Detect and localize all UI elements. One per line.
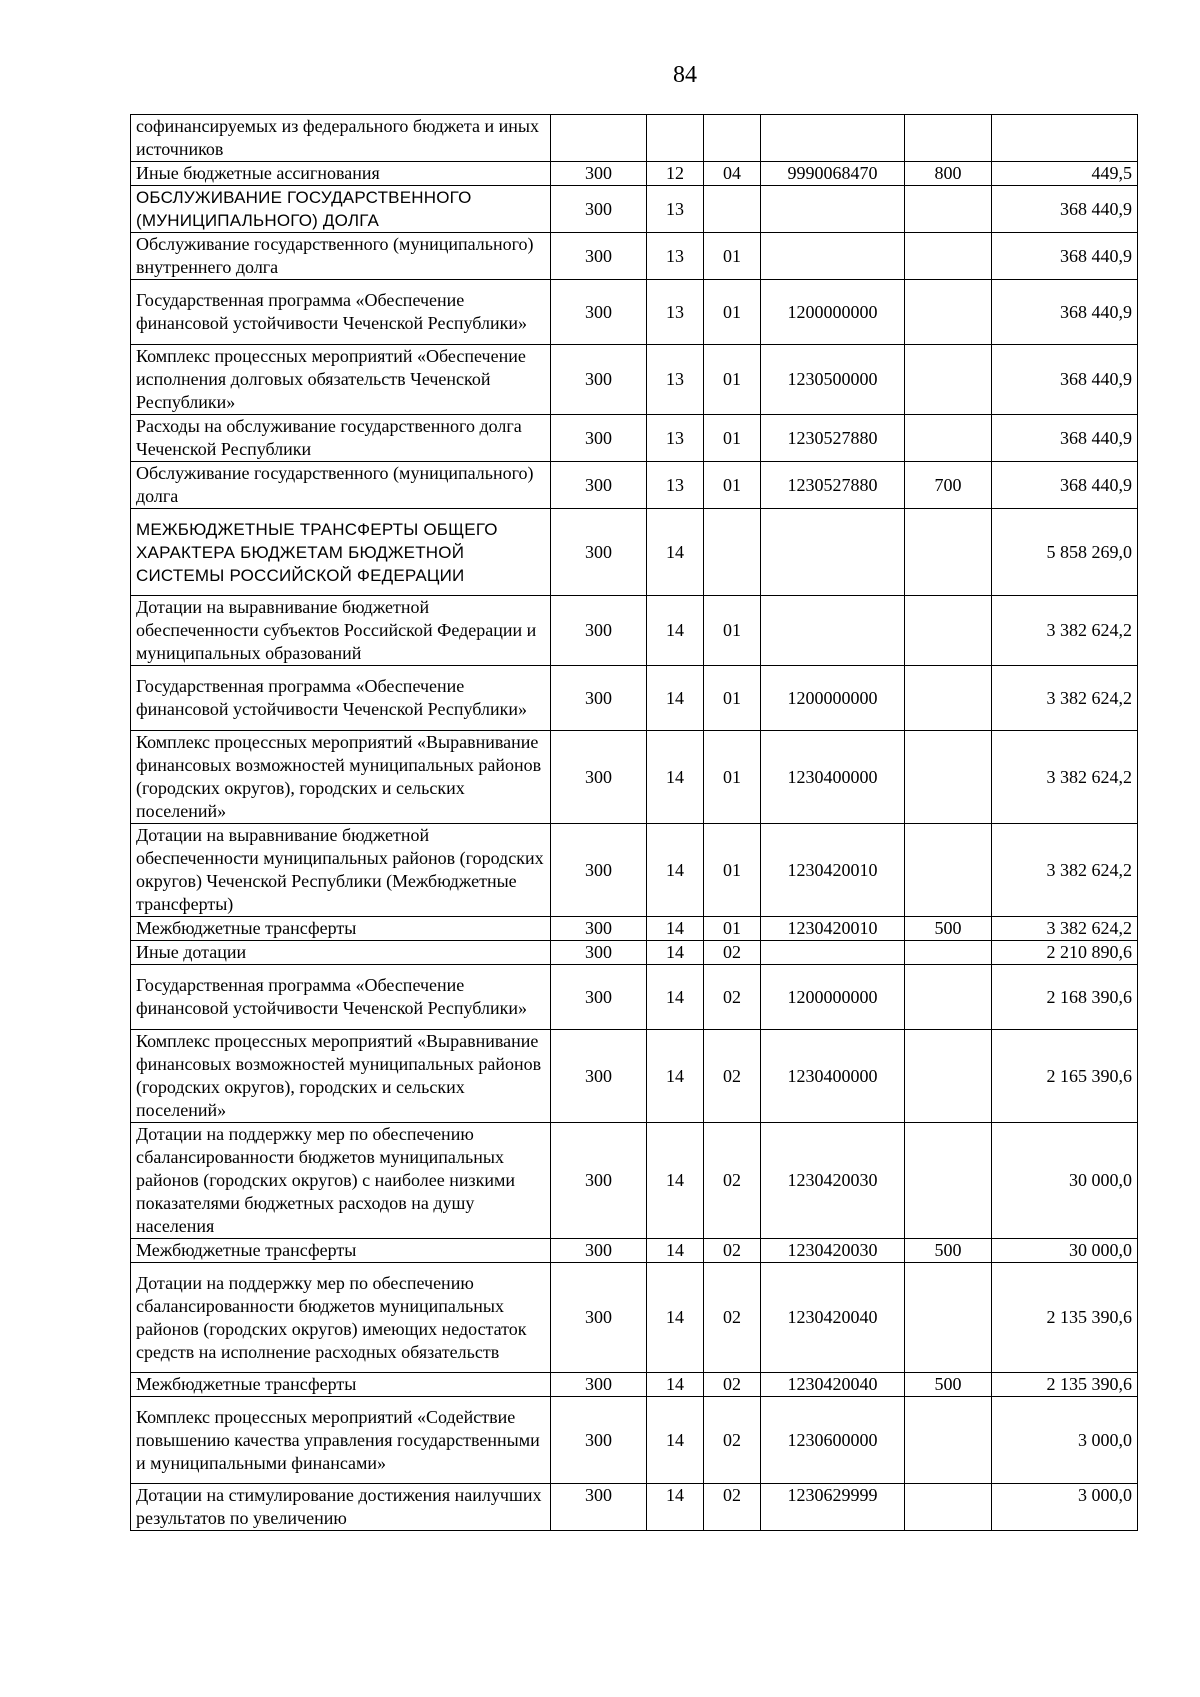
- cell-name: Комплекс процессных мероприятий «Содействие повышению качества управления государственными и муниципальными финансами»: [131, 1397, 551, 1484]
- cell-csr: 1230600000: [761, 1397, 905, 1484]
- cell-name: Иные дотации: [131, 941, 551, 965]
- cell-name: Дотации на выравнивание бюджетной обеспеченности муниципальных районов (городских округов) Чеченской Республики (Межбюджетные трансферты): [131, 824, 551, 917]
- cell-sum: 3 000,0: [992, 1397, 1138, 1484]
- cell-vr: 500: [905, 917, 992, 941]
- cell-gr: 300: [551, 596, 647, 666]
- cell-vr: [905, 1030, 992, 1123]
- cell-sum: 368 440,9: [992, 415, 1138, 462]
- cell-csr: [761, 509, 905, 596]
- cell-pr: 01: [704, 415, 761, 462]
- table-row: [131, 415, 1138, 462]
- cell-vr: [905, 415, 992, 462]
- table-row: [131, 1239, 1138, 1263]
- cell-name: Дотации на поддержку мер по обеспечению сбалансированности бюджетов муниципальных районов (городских округов) имеющих недостаток средств на исполнение расходных обязательств: [131, 1263, 551, 1373]
- cell-vr: [905, 824, 992, 917]
- table-row: [131, 162, 1138, 186]
- budget-table: [130, 114, 1138, 1531]
- cell-gr: 300: [551, 462, 647, 509]
- cell-csr: 1230400000: [761, 1030, 905, 1123]
- cell-sum: 2 168 390,6: [992, 965, 1138, 1030]
- cell-gr: 300: [551, 345, 647, 415]
- cell-name: Межбюджетные трансферты: [131, 1373, 551, 1397]
- cell-sum: 30 000,0: [992, 1239, 1138, 1263]
- table-row: [131, 917, 1138, 941]
- cell-sum: 2 135 390,6: [992, 1263, 1138, 1373]
- cell-csr: 1230420030: [761, 1239, 905, 1263]
- cell-sum: 3 382 624,2: [992, 666, 1138, 731]
- cell-sum: 368 440,9: [992, 462, 1138, 509]
- cell-rz: 14: [647, 596, 704, 666]
- cell-csr: [761, 186, 905, 233]
- cell-csr: 1230629999: [761, 1484, 905, 1531]
- cell-csr: [761, 941, 905, 965]
- cell-gr: 300: [551, 280, 647, 345]
- cell-vr: [905, 186, 992, 233]
- cell-sum: 3 382 624,2: [992, 731, 1138, 824]
- cell-sum: 368 440,9: [992, 186, 1138, 233]
- table-row: [131, 731, 1138, 824]
- cell-rz: 13: [647, 415, 704, 462]
- cell-rz: 12: [647, 162, 704, 186]
- table-row: [131, 115, 1138, 162]
- table-row: [131, 1397, 1138, 1484]
- cell-pr: 01: [704, 233, 761, 280]
- cell-name: Комплекс процессных мероприятий «Обеспечение исполнения долговых обязательств Чеченской Республики»: [131, 345, 551, 415]
- cell-vr: [905, 941, 992, 965]
- cell-name: Межбюджетные трансферты: [131, 917, 551, 941]
- cell-gr: 300: [551, 917, 647, 941]
- cell-name: Государственная программа «Обеспечение финансовой устойчивости Чеченской Республики»: [131, 965, 551, 1030]
- cell-name: Дотации на выравнивание бюджетной обеспеченности субъектов Российской Федерации и муниципальных образований: [131, 596, 551, 666]
- table-row: [131, 1373, 1138, 1397]
- cell-rz: 14: [647, 1373, 704, 1397]
- cell-gr: 300: [551, 824, 647, 917]
- cell-gr: 300: [551, 941, 647, 965]
- cell-csr: 1230420040: [761, 1263, 905, 1373]
- table-row: [131, 462, 1138, 509]
- table-row: [131, 941, 1138, 965]
- cell-name: Обслуживание государственного (муниципального) внутреннего долга: [131, 233, 551, 280]
- cell-vr: [905, 280, 992, 345]
- table-row: [131, 824, 1138, 917]
- table-row: [131, 666, 1138, 731]
- cell-vr: [905, 731, 992, 824]
- cell-name: МЕЖБЮДЖЕТНЫЕ ТРАНСФЕРТЫ ОБЩЕГО ХАРАКТЕРА БЮДЖЕТАМ БЮДЖЕТНОЙ СИСТЕМЫ РОССИЙСКОЙ ФЕДЕРАЦИИ: [131, 509, 551, 596]
- cell-vr: [905, 1484, 992, 1531]
- cell-sum: 368 440,9: [992, 345, 1138, 415]
- cell-gr: 300: [551, 162, 647, 186]
- cell-pr: 02: [704, 1123, 761, 1239]
- cell-pr: 02: [704, 941, 761, 965]
- cell-name: Расходы на обслуживание государственного долга Чеченской Республики: [131, 415, 551, 462]
- cell-pr: 01: [704, 666, 761, 731]
- cell-gr: 300: [551, 233, 647, 280]
- cell-rz: 14: [647, 1030, 704, 1123]
- cell-rz: 13: [647, 345, 704, 415]
- cell-sum: [992, 115, 1138, 162]
- cell-rz: 14: [647, 1239, 704, 1263]
- cell-rz: 13: [647, 280, 704, 345]
- cell-csr: 9990068470: [761, 162, 905, 186]
- cell-name: Дотации на поддержку мер по обеспечению сбалансированности бюджетов муниципальных районов (городских округов) с наиболее низкими показателями бюджетных расходов на душу населения: [131, 1123, 551, 1239]
- cell-name: Дотации на стимулирование достижения наилучших результатов по увеличению: [131, 1484, 551, 1531]
- cell-csr: 1230527880: [761, 462, 905, 509]
- cell-gr: 300: [551, 1123, 647, 1239]
- cell-pr: 01: [704, 462, 761, 509]
- cell-rz: 14: [647, 731, 704, 824]
- cell-gr: 300: [551, 186, 647, 233]
- cell-csr: 1200000000: [761, 965, 905, 1030]
- cell-rz: 14: [647, 1263, 704, 1373]
- cell-rz: 14: [647, 965, 704, 1030]
- cell-pr: 01: [704, 731, 761, 824]
- cell-csr: [761, 115, 905, 162]
- cell-rz: 14: [647, 666, 704, 731]
- cell-pr: 02: [704, 1373, 761, 1397]
- cell-rz: 14: [647, 509, 704, 596]
- cell-vr: [905, 1397, 992, 1484]
- cell-rz: 14: [647, 941, 704, 965]
- table-row: [131, 1263, 1138, 1373]
- cell-sum: 2 135 390,6: [992, 1373, 1138, 1397]
- cell-name: Межбюджетные трансферты: [131, 1239, 551, 1263]
- cell-gr: 300: [551, 415, 647, 462]
- cell-rz: 14: [647, 1397, 704, 1484]
- table-row: [131, 345, 1138, 415]
- cell-csr: 1230420010: [761, 917, 905, 941]
- cell-vr: [905, 1263, 992, 1373]
- cell-sum: 3 382 624,2: [992, 596, 1138, 666]
- cell-csr: 1230500000: [761, 345, 905, 415]
- cell-vr: [905, 115, 992, 162]
- cell-csr: 1230400000: [761, 731, 905, 824]
- cell-vr: [905, 345, 992, 415]
- cell-rz: 14: [647, 824, 704, 917]
- cell-vr: [905, 666, 992, 731]
- cell-sum: 2 210 890,6: [992, 941, 1138, 965]
- cell-csr: 1230420010: [761, 824, 905, 917]
- cell-name: Обслуживание государственного (муниципального) долга: [131, 462, 551, 509]
- cell-sum: 3 382 624,2: [992, 824, 1138, 917]
- cell-vr: [905, 233, 992, 280]
- cell-csr: 1200000000: [761, 280, 905, 345]
- table-row: [131, 233, 1138, 280]
- cell-rz: 13: [647, 186, 704, 233]
- table-row: [131, 965, 1138, 1030]
- cell-sum: 30 000,0: [992, 1123, 1138, 1239]
- cell-csr: 1200000000: [761, 666, 905, 731]
- table-row: [131, 509, 1138, 596]
- cell-csr: 1230420030: [761, 1123, 905, 1239]
- cell-csr: [761, 233, 905, 280]
- cell-name: Комплекс процессных мероприятий «Выравнивание финансовых возможностей муниципальных районов (городских округов), городских и сельских поселений»: [131, 731, 551, 824]
- cell-pr: [704, 186, 761, 233]
- cell-name: ОБСЛУЖИВАНИЕ ГОСУДАРСТВЕННОГО (МУНИЦИПАЛЬНОГО) ДОЛГА: [131, 186, 551, 233]
- cell-sum: 368 440,9: [992, 233, 1138, 280]
- cell-csr: 1230420040: [761, 1373, 905, 1397]
- cell-name: Комплекс процессных мероприятий «Выравнивание финансовых возможностей муниципальных районов (городских округов), городских и сельских поселений»: [131, 1030, 551, 1123]
- cell-rz: [647, 115, 704, 162]
- cell-rz: 13: [647, 462, 704, 509]
- cell-pr: [704, 509, 761, 596]
- table-body: [131, 115, 1138, 1531]
- cell-gr: 300: [551, 666, 647, 731]
- cell-gr: 300: [551, 1484, 647, 1531]
- cell-vr: 800: [905, 162, 992, 186]
- table-row: [131, 596, 1138, 666]
- cell-sum: 2 165 390,6: [992, 1030, 1138, 1123]
- cell-vr: 500: [905, 1239, 992, 1263]
- cell-gr: 300: [551, 1239, 647, 1263]
- cell-gr: 300: [551, 1373, 647, 1397]
- cell-sum: 449,5: [992, 162, 1138, 186]
- cell-vr: [905, 509, 992, 596]
- cell-pr: 01: [704, 917, 761, 941]
- cell-name: Государственная программа «Обеспечение финансовой устойчивости Чеченской Республики»: [131, 280, 551, 345]
- cell-rz: 14: [647, 917, 704, 941]
- cell-pr: 04: [704, 162, 761, 186]
- cell-pr: 01: [704, 345, 761, 415]
- cell-pr: 02: [704, 1030, 761, 1123]
- cell-sum: 3 382 624,2: [992, 917, 1138, 941]
- cell-pr: 01: [704, 596, 761, 666]
- cell-gr: 300: [551, 731, 647, 824]
- cell-name: Иные бюджетные ассигнования: [131, 162, 551, 186]
- cell-csr: [761, 596, 905, 666]
- cell-pr: 02: [704, 1263, 761, 1373]
- table-row: [131, 1123, 1138, 1239]
- cell-pr: 02: [704, 1484, 761, 1531]
- table-row: [131, 1484, 1138, 1531]
- cell-rz: 14: [647, 1484, 704, 1531]
- cell-name: Государственная программа «Обеспечение финансовой устойчивости Чеченской Республики»: [131, 666, 551, 731]
- cell-gr: [551, 115, 647, 162]
- cell-pr: 02: [704, 1397, 761, 1484]
- cell-vr: 500: [905, 1373, 992, 1397]
- cell-gr: 300: [551, 1030, 647, 1123]
- cell-vr: 700: [905, 462, 992, 509]
- cell-gr: 300: [551, 965, 647, 1030]
- cell-gr: 300: [551, 1397, 647, 1484]
- cell-gr: 300: [551, 1263, 647, 1373]
- cell-sum: 368 440,9: [992, 280, 1138, 345]
- cell-gr: 300: [551, 509, 647, 596]
- cell-sum: 3 000,0: [992, 1484, 1138, 1531]
- cell-pr: 01: [704, 280, 761, 345]
- cell-vr: [905, 965, 992, 1030]
- cell-rz: 13: [647, 233, 704, 280]
- cell-vr: [905, 1123, 992, 1239]
- cell-rz: 14: [647, 1123, 704, 1239]
- cell-pr: [704, 115, 761, 162]
- table-row: [131, 280, 1138, 345]
- cell-pr: 02: [704, 965, 761, 1030]
- page-number: 84: [673, 62, 697, 88]
- cell-vr: [905, 596, 992, 666]
- cell-sum: 5 858 269,0: [992, 509, 1138, 596]
- cell-pr: 02: [704, 1239, 761, 1263]
- cell-name: софинансируемых из федерального бюджета и иных источников: [131, 115, 551, 162]
- cell-pr: 01: [704, 824, 761, 917]
- table-row: [131, 186, 1138, 233]
- cell-csr: 1230527880: [761, 415, 905, 462]
- table-row: [131, 1030, 1138, 1123]
